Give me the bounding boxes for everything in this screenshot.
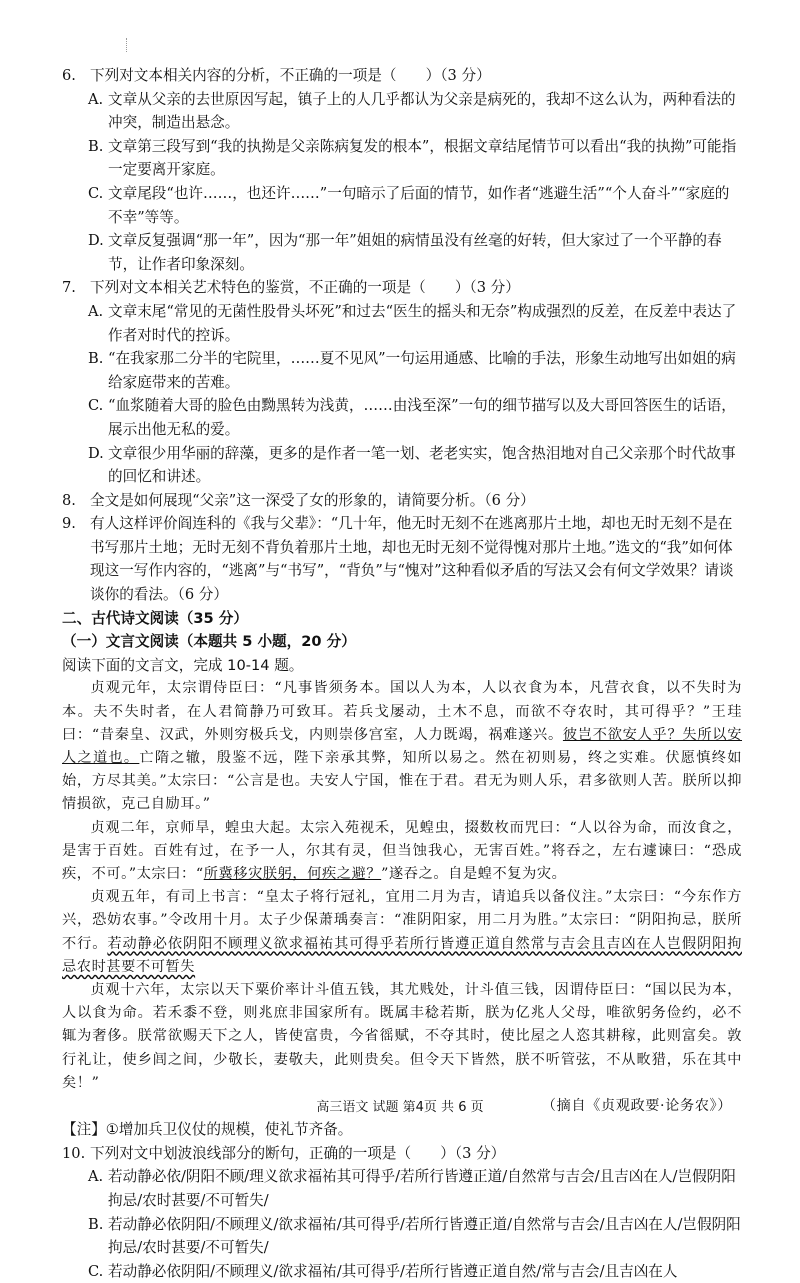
- question-6-stem: 6. 下列对文本相关内容的分析，不正确的一项是（ ）（3 分）: [62, 67, 491, 84]
- passage-paragraph-2: 贞观二年，京师旱，蝗虫大起。太宗入苑视禾，见蝗虫，掇数枚而咒曰：“人以谷为命，而汝食之，是害于百姓。百姓有过，在予一人，尔其有灵，但当蚀我心，无害百姓。”将吞之，左右遽谏曰：“恐成疾，不可。”太宗曰：“所冀移灾朕躬，何疾之避？”遂吞之。自是蝗不复为灾。: [62, 819, 742, 883]
- underlined-sentence-2: 所冀移灾朕躬，何疾之避？: [203, 866, 382, 883]
- question-10-option-a: A. 若动静必依/阴阳不顾/理义欲求福祐其可得乎/若所行皆遵正道/自然常与吉会/且吉凶在人/岂假阴阳拘忌/农时甚要/不可暂失/: [88, 1168, 736, 1210]
- question-7-option-a: A. 文章末尾“常见的无菌性股骨头坏死”和过去“医生的摇头和无奈”构成强烈的反差，在反差中表达了作者对时代的控诉。: [88, 302, 737, 344]
- footnote: 【注】①增加兵卫仪仗的规模，使礼节齐备。: [62, 1121, 353, 1139]
- wavy-underlined-passage: 若动静必依阴阳不顾理义欲求福祐其可得乎若所行皆遵正道自然常与吉会且吉凶在人岂假阴阳拘忌农时甚要不可暂失: [62, 935, 742, 975]
- question-7-option-b: B. “在我家那二分半的宅院里，……夏不见风”一句运用通感、比喻的手法，形象生动地写出如姐的病给家庭带来的苦难。: [88, 350, 736, 391]
- passage-paragraph-1: 贞观元年，太宗谓侍臣曰：“凡事皆须务本。国以人为本，人以衣食为本，凡营衣食，以不失时为本。夫不失时者，在人君简静乃可致耳。若兵戈屡动，土木不息，而欲不夺农时，其可得乎？”王珪曰：“昔秦皇、汉武，外则穷极兵戈，内则崇侈宫室，人力既竭，祸难遂兴。彼岂不欲安人乎？失所以安人之道也。亡隋之辙，殷鉴不远，陛下亲承其弊，知所以易之。然在初则易，终之实难。伏愿慎终如始，方尽其美。”太宗曰：“公言是也。夫安人宁国，惟在于君。君无为则人乐，君多欲则人苦。朕所以抑情损欲，克己自励耳。”: [62, 680, 743, 813]
- question-10-option-b: B. 若动静必依阴阳/不顾理义/欲求福祐/其可得乎/若所行皆遵正道/自然常与吉会/且吉凶在人/岂假阴阳拘忌/农时甚要/不可暂失/: [88, 1215, 741, 1257]
- question-9: 9. 有人这样评价阎连科的《我与父辈》：“几十年，他无时无刻不在逃离那片土地，却也无时无刻不是在书写那片土地；无时无刻不背负着那片土地，却也无时无刻不觉得愧对那片土地。”选文的“我”如何体现这一写作内容的，“逃离”与“书写”，“背负”与“愧对”这种看似矛盾的写法又会有何文学效果？请谈谈你的看法。（6 分）: [62, 515, 734, 604]
- question-6-option-d: D. 文章反复强调“那一年”，因为“那一年”姐姐的病情虽没有丝毫的好转，但大家过了一个平静的春节，让作者印象深刻。: [88, 232, 722, 273]
- reading-instruction: 阅读下面的文言文，完成 10-14 题。: [62, 656, 304, 674]
- scan-mark: [126, 38, 131, 52]
- passage-paragraph-3: 贞观五年，有司上书言：“皇太子将行冠礼，宜用二月为吉，请追兵以备仪注。”太宗曰：“今东作方兴，恐妨农事。”令改用十月。太子少保萧瑀奏言：“准阴阳家，用二月为胜。”太宗曰：“阴阳拘忌，朕所不行。若动静必依阴阳不顾理义欲求福祐其可得乎若所行皆遵正道自然常与吉会且吉凶在人岂假阴阳拘忌农时甚要不可暂失: [62, 889, 742, 975]
- page-footer: 高三语文 试题 第4页 共 6 页: [316, 1100, 484, 1115]
- question-7-option-d: D. 文章很少用华丽的辞藻，更多的是作者一笔一划、老老实实，饱含热泪地对自己父亲那个时代故事的回忆和讲述。: [88, 444, 736, 486]
- underlined-sentence-1: 彼岂不欲安人乎？失所以安人之道也。: [62, 726, 743, 767]
- classical-passage: [62, 677, 742, 1095]
- question-6-option-c: C. 文章尾段“也许……，也还许……”一句暗示了后面的情节，如作者“逃避生活”“个人奋斗”“家庭的不幸”等等。: [88, 184, 730, 226]
- passage-source: （摘自《贞观政要·论务农》）: [541, 1098, 732, 1115]
- passage-paragraph-4: 贞观十六年，太宗以天下粟价率计斗值五钱，其尤贱处，计斗值三钱，因谓侍臣曰：“国以民为本，人以食为命。若禾黍不登，则兆庶非国家所有。既属丰稔若斯，朕为亿兆人父母，唯欲躬务俭约，必不辄为奢侈。朕常欲赐天下之人，皆使富贵，今省徭赋，不夺其时，使比屋之人恣其耕稼，此则富矣。敦行礼让，使乡闾之间，少敬长，妻敬夫，此则贵矣。但令天下皆然，朕不听管弦，不从畋猎，乐在其中矣！”: [62, 982, 742, 1091]
- subsection-1-heading: （一）文言文阅读（本题共 5 小题，20 分）: [62, 633, 356, 651]
- question-6-option-a: A. 文章从父亲的去世原因写起，镇子上的人几乎都认为父亲是病死的，我却不这么认为，两种看法的冲突，制造出悬念。: [88, 90, 736, 132]
- question-10-stem: 10. 下列对文中划波浪线部分的断句，正确的一项是（ ）（3 分）: [62, 1144, 506, 1162]
- question-7-stem: 7. 下列对文本相关艺术特色的鉴赏，不正确的一项是（ ）（3 分）: [62, 279, 520, 297]
- section-2-heading: 二、古代诗文阅读（35 分）: [62, 609, 248, 627]
- question-10-option-c: C. 若动静必依阴阳/不顾理义/欲求福祐/其可得乎/若所行皆遵正道自然/常与吉会/且吉凶在人: [88, 1262, 678, 1280]
- question-6-option-b: B. 文章第三段写到“我的执拗是父亲陈病复发的根本”，根据文章结尾情节可以看出“我的执拗”可能指一定要离开家庭。: [88, 137, 737, 179]
- question-8: 8. 全文是如何展现“父亲”这一深受了女的形象的，请简要分析。（6 分）: [62, 491, 535, 509]
- question-7-option-c: C. “血浆随着大哥的脸色由黝黑转为浅黄，……由浅至深”一句的细节描写以及大哥回答医生的话语，展示出他无私的爱。: [88, 397, 736, 438]
